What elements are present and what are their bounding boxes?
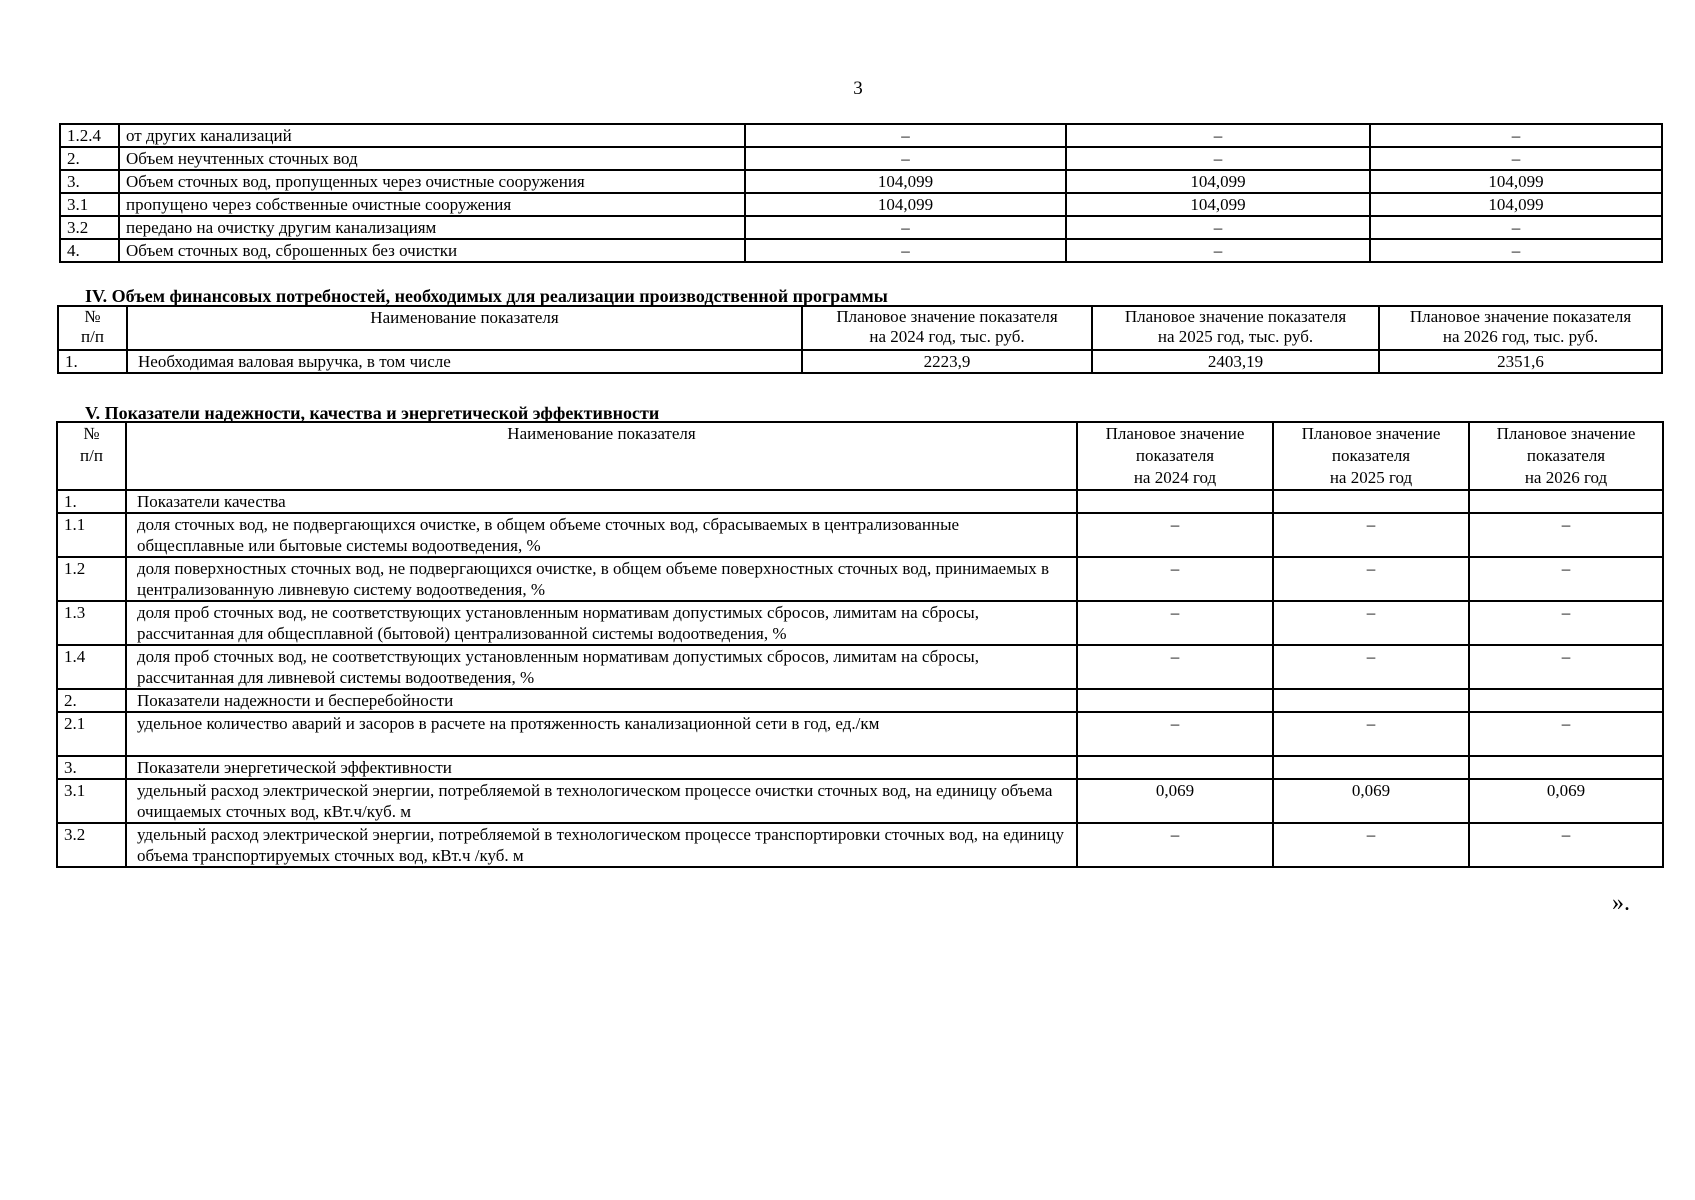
row-value-2026: –: [1469, 712, 1663, 756]
row-name: удельное количество аварий и засоров в расчете на протяженность канализационной сети в год, ед./км: [126, 712, 1077, 756]
row-value-2026: –: [1370, 239, 1662, 262]
header-name: Наименование показателя: [126, 422, 1077, 490]
row-value-2025: 104,099: [1066, 193, 1370, 216]
header-2024: Плановое значение показателя на 2024 год, тыс. руб.: [802, 306, 1092, 350]
row-value-2025: [1273, 689, 1469, 712]
row-name: Объем сточных вод, сброшенных без очистки: [119, 239, 745, 262]
row-value-2024: [1077, 756, 1273, 779]
table-row: [60, 216, 1662, 239]
row-value-2024: –: [1077, 823, 1273, 867]
row-name: доля поверхностных сточных вод, не подвергающихся очистке, в общем объеме поверхностных сточных вод, принимаемых в централизованную ливневую систему водоотведения, %: [126, 557, 1077, 601]
header-2024: Плановое значение показателя на 2024 год: [1077, 422, 1273, 490]
row-value-2026: –: [1469, 557, 1663, 601]
row-value-2024: 104,099: [745, 193, 1066, 216]
row-value-2026: [1469, 756, 1663, 779]
table-row: [57, 779, 1663, 823]
row-value-2025: [1273, 490, 1469, 513]
table-row: [60, 147, 1662, 170]
row-value-2024: –: [745, 239, 1066, 262]
row-value-2026: 104,099: [1370, 193, 1662, 216]
row-num: 3.2: [60, 216, 119, 239]
row-name: от других канализаций: [119, 124, 745, 147]
row-value-2026: 104,099: [1370, 170, 1662, 193]
row-num: 1.2.4: [60, 124, 119, 147]
row-value-2025: 0,069: [1273, 779, 1469, 823]
table-header-row: [57, 422, 1663, 490]
row-value-2025: 104,099: [1066, 170, 1370, 193]
row-value-2024: –: [1077, 712, 1273, 756]
table-row: [57, 601, 1663, 645]
header-2026: Плановое значение показателя на 2026 год, тыс. руб.: [1379, 306, 1662, 350]
page-number: 3: [853, 78, 863, 99]
row-name: Показатели надежности и бесперебойности: [126, 689, 1077, 712]
row-value-2025: [1273, 756, 1469, 779]
row-value-2026: –: [1469, 645, 1663, 689]
table-row: [57, 712, 1663, 756]
row-num: 1.1: [57, 513, 126, 557]
row-num: 1.: [57, 490, 126, 513]
financial-needs-table: [57, 305, 1663, 374]
row-value-2026: –: [1469, 823, 1663, 867]
row-value-2024: –: [745, 147, 1066, 170]
table-row: [57, 490, 1663, 513]
header-name: Наименование показателя: [127, 306, 802, 350]
row-value-2026: –: [1370, 147, 1662, 170]
row-value-2025: –: [1066, 147, 1370, 170]
row-num: 1.: [58, 350, 127, 373]
row-value-2024: 104,099: [745, 170, 1066, 193]
table-row: [57, 689, 1663, 712]
row-value-2026: [1469, 689, 1663, 712]
row-value-2025: 2403,19: [1092, 350, 1379, 373]
wastewater-volume-table: [59, 123, 1663, 263]
header-2025: Плановое значение показателя на 2025 год, тыс. руб.: [1092, 306, 1379, 350]
row-name: удельный расход электрической энергии, потребляемой в технологическом процессе транспортировки сточных вод, на единицу объема транспортируемых сточных вод, кВт.ч /куб. м: [126, 823, 1077, 867]
row-value-2025: –: [1066, 124, 1370, 147]
row-value-2024: [1077, 689, 1273, 712]
header-2025: Плановое значение показателя на 2025 год: [1273, 422, 1469, 490]
row-value-2026: 0,069: [1469, 779, 1663, 823]
row-value-2024: –: [1077, 557, 1273, 601]
table-row: [57, 513, 1663, 557]
row-value-2026: –: [1469, 513, 1663, 557]
row-value-2025: –: [1273, 601, 1469, 645]
row-value-2025: –: [1273, 712, 1469, 756]
table-row: [57, 645, 1663, 689]
row-num: 4.: [60, 239, 119, 262]
row-name: доля проб сточных вод, не соответствующих установленным нормативам допустимых сбросов, лимитам на сбросы, рассчитанная для общесплавной (бытовой) централизованной системы водоотведения, %: [126, 601, 1077, 645]
row-num: 3.2: [57, 823, 126, 867]
row-name: передано на очистку другим канализациям: [119, 216, 745, 239]
row-value-2026: 2351,6: [1379, 350, 1662, 373]
row-value-2024: 2223,9: [802, 350, 1092, 373]
row-value-2025: –: [1066, 216, 1370, 239]
header-num: № п/п: [57, 422, 126, 490]
row-value-2025: –: [1273, 823, 1469, 867]
row-value-2026: [1469, 490, 1663, 513]
section-5-title: V. Показатели надежности, качества и энергетической эффективности: [85, 403, 660, 423]
row-value-2024: –: [1077, 601, 1273, 645]
row-value-2024: 0,069: [1077, 779, 1273, 823]
row-name: Объем неучтенных сточных вод: [119, 147, 745, 170]
row-num: 2.1: [57, 712, 126, 756]
row-value-2024: [1077, 490, 1273, 513]
row-value-2024: –: [1077, 645, 1273, 689]
table-row: [57, 756, 1663, 779]
row-value-2025: –: [1066, 239, 1370, 262]
row-num: 2.: [60, 147, 119, 170]
row-value-2026: –: [1370, 124, 1662, 147]
row-num: 2.: [57, 689, 126, 712]
row-value-2026: –: [1469, 601, 1663, 645]
row-name: Показатели энергетической эффективности: [126, 756, 1077, 779]
row-value-2024: –: [745, 124, 1066, 147]
row-num: 3.1: [57, 779, 126, 823]
table-row: [58, 350, 1662, 373]
row-num: 1.3: [57, 601, 126, 645]
row-name: пропущено через собственные очистные сооружения: [119, 193, 745, 216]
table-header-row: [58, 306, 1662, 350]
table-row: [57, 823, 1663, 867]
row-value-2024: –: [1077, 513, 1273, 557]
table-row: [60, 170, 1662, 193]
row-num: 3.: [60, 170, 119, 193]
row-num: 1.2: [57, 557, 126, 601]
row-num: 3.1: [60, 193, 119, 216]
header-num: № п/п: [58, 306, 127, 350]
row-name: удельный расход электрической энергии, потребляемой в технологическом процессе очистки сточных вод, на единицу объема очищаемых сточных вод, кВт.ч/куб. м: [126, 779, 1077, 823]
row-value-2026: –: [1370, 216, 1662, 239]
table-row: [57, 557, 1663, 601]
table-row: [60, 124, 1662, 147]
row-name: Показатели качества: [126, 490, 1077, 513]
row-num: 1.4: [57, 645, 126, 689]
table-row: [60, 193, 1662, 216]
row-name: Объем сточных вод, пропущенных через очистные сооружения: [119, 170, 745, 193]
row-value-2025: –: [1273, 557, 1469, 601]
reliability-quality-table: [56, 421, 1664, 868]
row-name: доля проб сточных вод, не соответствующих установленным нормативам допустимых сбросов, лимитам на сбросы, рассчитанная для ливневой системы водоотведения, %: [126, 645, 1077, 689]
row-name: Необходимая валовая выручка, в том числе: [127, 350, 802, 373]
row-num: 3.: [57, 756, 126, 779]
row-value-2024: –: [745, 216, 1066, 239]
section-4-title: IV. Объем финансовых потребностей, необходимых для реализации производственной программы: [85, 286, 888, 306]
row-value-2025: –: [1273, 513, 1469, 557]
table-row: [60, 239, 1662, 262]
closing-quote: ».: [1612, 890, 1630, 916]
header-2026: Плановое значение показателя на 2026 год: [1469, 422, 1663, 490]
row-name: доля сточных вод, не подвергающихся очистке, в общем объеме сточных вод, сбрасываемых в централизованные общесплавные или бытовые системы водоотведения, %: [126, 513, 1077, 557]
row-value-2025: –: [1273, 645, 1469, 689]
